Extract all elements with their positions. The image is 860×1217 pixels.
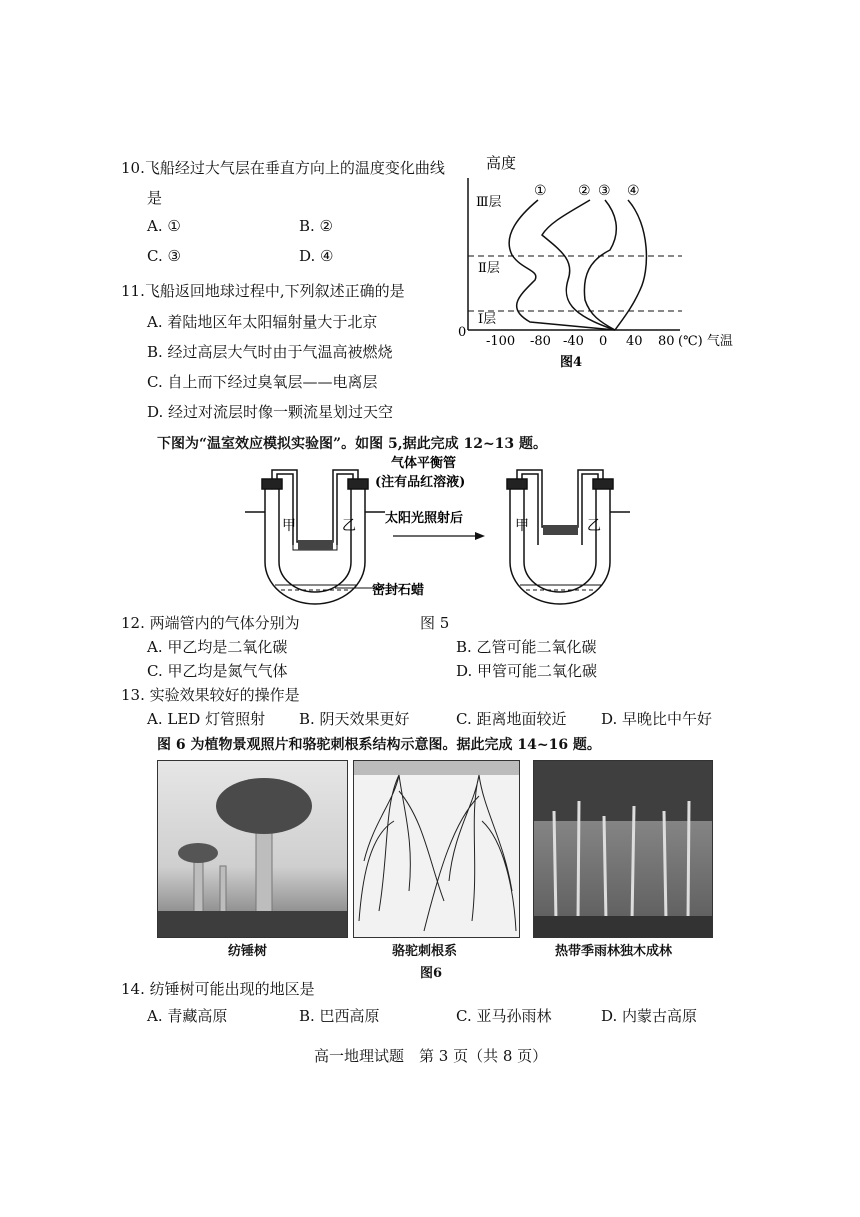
figure-4-temperature-profile [450, 150, 750, 375]
fig4-x-tick-5: 40 [626, 334, 643, 349]
q13-stem: 13. 实验效果较好的操作是 [121, 686, 300, 704]
q10-option-a: A. ① [147, 217, 181, 235]
fig4-curve-label-1: ① [534, 183, 547, 199]
fig6-caption: 图6 [420, 966, 443, 981]
q12-option-b: B. 乙管可能二氧化碳 [456, 638, 597, 656]
q13-option-b: B. 阴天效果更好 [299, 710, 410, 728]
intro-figure-5: 下图为“温室效应模拟实验图”。如图 5,据此完成 12~13 题。 [157, 436, 548, 452]
q14-stem: 14. 纺锤树可能出现的地区是 [121, 980, 315, 998]
fig4-layer-2: Ⅱ层 [478, 261, 500, 276]
fig4-layer-3: Ⅲ层 [476, 195, 502, 210]
fig5-yi-before: 乙 [342, 518, 356, 534]
fig6-caption-banyan: 热带季雨林独木成林 [555, 944, 673, 959]
q12-option-c: C. 甲乙均是氮气气体 [147, 662, 288, 680]
photo-baobab-tree [157, 760, 348, 938]
q13-option-d: D. 早晚比中午好 [601, 710, 713, 728]
fig5-yi-after: 乙 [587, 518, 601, 534]
fig4-x-tick-1: -100 [486, 334, 516, 349]
q14-option-a: A. 青藏高原 [147, 1007, 228, 1025]
intro-figure-6: 图 6 为植物景观照片和骆驼刺根系结构示意图。据此完成 14~16 题。 [157, 737, 601, 753]
fig4-curve-label-3: ③ [598, 183, 611, 199]
photo-banyan-forest [533, 760, 713, 938]
fig4-origin: 0 [458, 325, 467, 340]
q12-option-a: A. 甲乙均是二氧化碳 [147, 638, 288, 656]
q13-option-c: C. 距离地面较近 [456, 710, 567, 728]
q10-option-d: D. ④ [299, 247, 334, 265]
q14-option-c: C. 亚马孙雨林 [456, 1007, 552, 1025]
fig5-jia-before: 甲 [282, 518, 296, 534]
fig5-u-tube-after [507, 470, 630, 604]
fig6-caption-roots: 骆驼刺根系 [392, 944, 458, 959]
fig5-u-tube-before [245, 470, 385, 604]
q12-stem: 12. 两端管内的气体分别为 [121, 614, 300, 632]
fig4-x-tick-2: -80 [530, 334, 551, 349]
q10-stem-line1: 10.飞船经过大气层在垂直方向上的温度变化曲线 [121, 159, 445, 177]
q10-stem-line2: 是 [147, 189, 163, 207]
fig4-curve-label-2: ② [578, 183, 591, 199]
fig5-jia-after: 甲 [515, 518, 529, 534]
fig4-caption: 图4 [560, 355, 583, 370]
q10-option-c: C. ③ [147, 247, 181, 265]
q11-option-c: C. 自上而下经过臭氧层——电离层 [147, 373, 378, 391]
page-footer: 高一地理试题 第 3 页（共 8 页） [314, 1047, 548, 1065]
q11-option-b: B. 经过高层大气时由于气温高被燃烧 [147, 343, 393, 361]
q14-option-d: D. 内蒙古高原 [601, 1007, 698, 1025]
fig5-caption: 图 5 [420, 614, 450, 632]
fig5-arrow-label: 太阳光照射后 [385, 511, 464, 526]
figure-5-greenhouse-experiment [235, 452, 635, 612]
fig4-curve-label-4: ④ [627, 183, 640, 199]
q11-option-a: A. 着陆地区年太阳辐射量大于北京 [147, 313, 378, 331]
q11-option-d: D. 经过对流层时像一颗流星划过天空 [147, 403, 394, 421]
fig5-tube-label-line2: (注有品红溶液) [375, 475, 466, 490]
fig5-tube-label-line1: 气体平衡管 [391, 456, 457, 471]
fig5-wax-label: 密封石蜡 [372, 583, 425, 598]
fig4-y-label: 高度 [486, 154, 517, 172]
fig4-layer-1: Ⅰ层 [478, 312, 497, 327]
fig4-x-tick-3: -40 [563, 334, 584, 349]
fig6-caption-baobab: 纺锤树 [228, 944, 268, 959]
q12-option-d: D. 甲管可能二氧化碳 [456, 662, 598, 680]
fig4-x-tick-4: 0 [599, 334, 608, 349]
q11-stem: 11.飞船返回地球过程中,下列叙述正确的是 [121, 282, 405, 300]
q14-option-b: B. 巴西高原 [299, 1007, 380, 1025]
fig4-x-unit: (℃) 气温 [678, 334, 733, 349]
q13-option-a: A. LED 灯管照射 [147, 710, 266, 728]
image-camelthorn-roots [353, 760, 520, 938]
fig4-x-tick-6: 80 [658, 334, 675, 349]
q10-option-b: B. ② [299, 217, 334, 235]
